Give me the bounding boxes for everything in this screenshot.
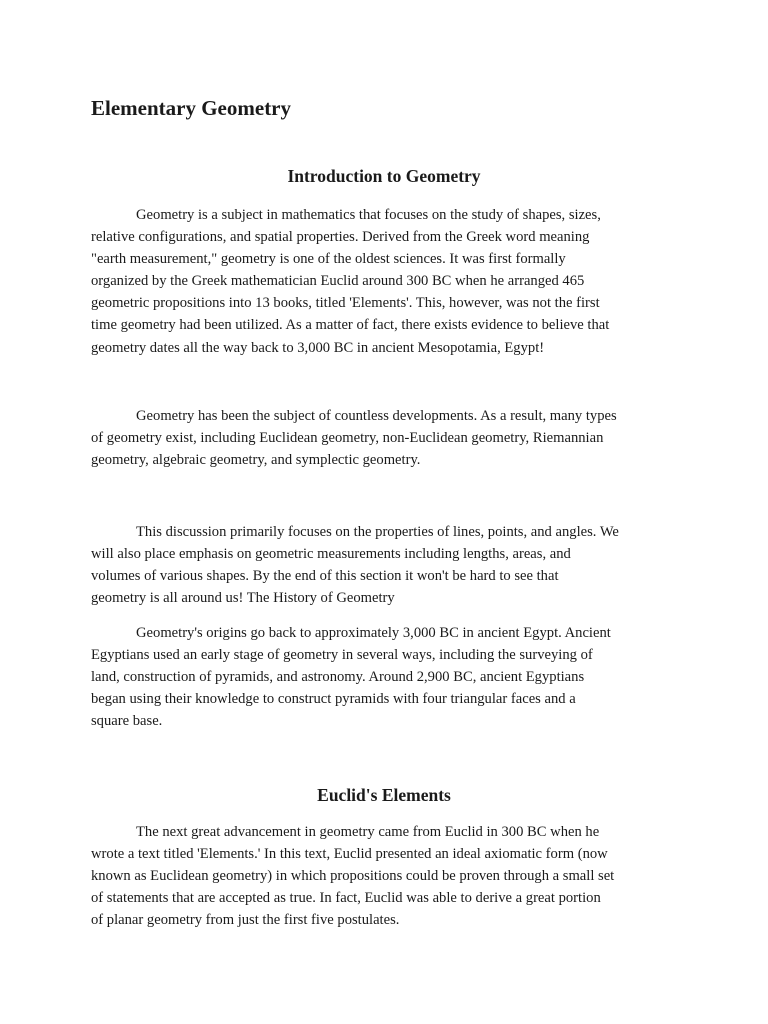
paragraph-line: of statements that are accepted as true. In fact, Euclid was able to derive a great portion (91, 890, 601, 907)
paragraph-line: relative configurations, and spatial properties. Derived from the Greek word meaning (91, 229, 590, 246)
paragraph-intro-3 (91, 521, 691, 609)
paragraph-line: geometry is all around us! The History of Geometry (91, 590, 395, 607)
paragraph-line: geometry, algebraic geometry, and symplectic geometry. (91, 452, 421, 469)
paragraph-line: Egyptians used an early stage of geometry in several ways, including the surveying of (91, 647, 593, 664)
paragraph-line: of planar geometry from just the first five postulates. (91, 912, 400, 929)
section-heading-euclids-elements: Euclid's Elements (317, 785, 451, 805)
paragraph-line: geometry dates all the way back to 3,000 BC in ancient Mesopotamia, Egypt! (91, 339, 545, 356)
paragraph-line: began using their knowledge to construct pyramids with four triangular faces and a (91, 691, 576, 708)
paragraph-history (91, 622, 691, 732)
paragraph-line: wrote a text titled 'Elements.' In this text, Euclid presented an ideal axiomatic form (now (91, 846, 608, 863)
paragraph-line: will also place emphasis on geometric measurements including lengths, areas, and (91, 546, 571, 563)
paragraph-intro-1 (91, 204, 691, 359)
paragraph-line: square base. (91, 713, 163, 730)
paragraph-line: of geometry exist, including Euclidean geometry, non-Euclidean geometry, Riemannian (91, 430, 604, 447)
paragraph-line: land, construction of pyramids, and astronomy. Around 2,900 BC, ancient Egyptians (91, 669, 585, 686)
paragraph-euclid (91, 821, 691, 931)
paragraph-line: organized by the Greek mathematician Euclid around 300 BC when he arranged 465 (91, 273, 585, 290)
paragraph-line: Geometry's origins go back to approximately 3,000 BC in ancient Egypt. Ancient (136, 625, 611, 641)
paragraph-line: "earth measurement," geometry is one of the oldest sciences. It was first formally (91, 251, 566, 268)
paragraph-line: The next great advancement in geometry came from Euclid in 300 BC when he (136, 824, 600, 840)
paragraph-line: known as Euclidean geometry) in which propositions could be proven through a small set (91, 868, 615, 885)
paragraph-intro-2 (91, 405, 691, 471)
paragraph-line: time geometry had been utilized. As a matter of fact, there exists evidence to believe that (91, 317, 610, 334)
section-heading-introduction: Introduction to Geometry (287, 166, 481, 186)
paragraph-line: This discussion primarily focuses on the properties of lines, points, and angles. We (136, 524, 619, 540)
paragraph-line: Geometry has been the subject of countless developments. As a result, many types (136, 408, 617, 424)
paragraph-line: Geometry is a subject in mathematics that focuses on the study of shapes, sizes, (136, 207, 601, 223)
paragraph-line: volumes of various shapes. By the end of this section it won't be hard to see that (91, 568, 559, 585)
document-title: Elementary Geometry (91, 96, 292, 120)
paragraph-line: geometric propositions into 13 books, titled 'Elements'. This, however, was not the first (91, 295, 600, 312)
